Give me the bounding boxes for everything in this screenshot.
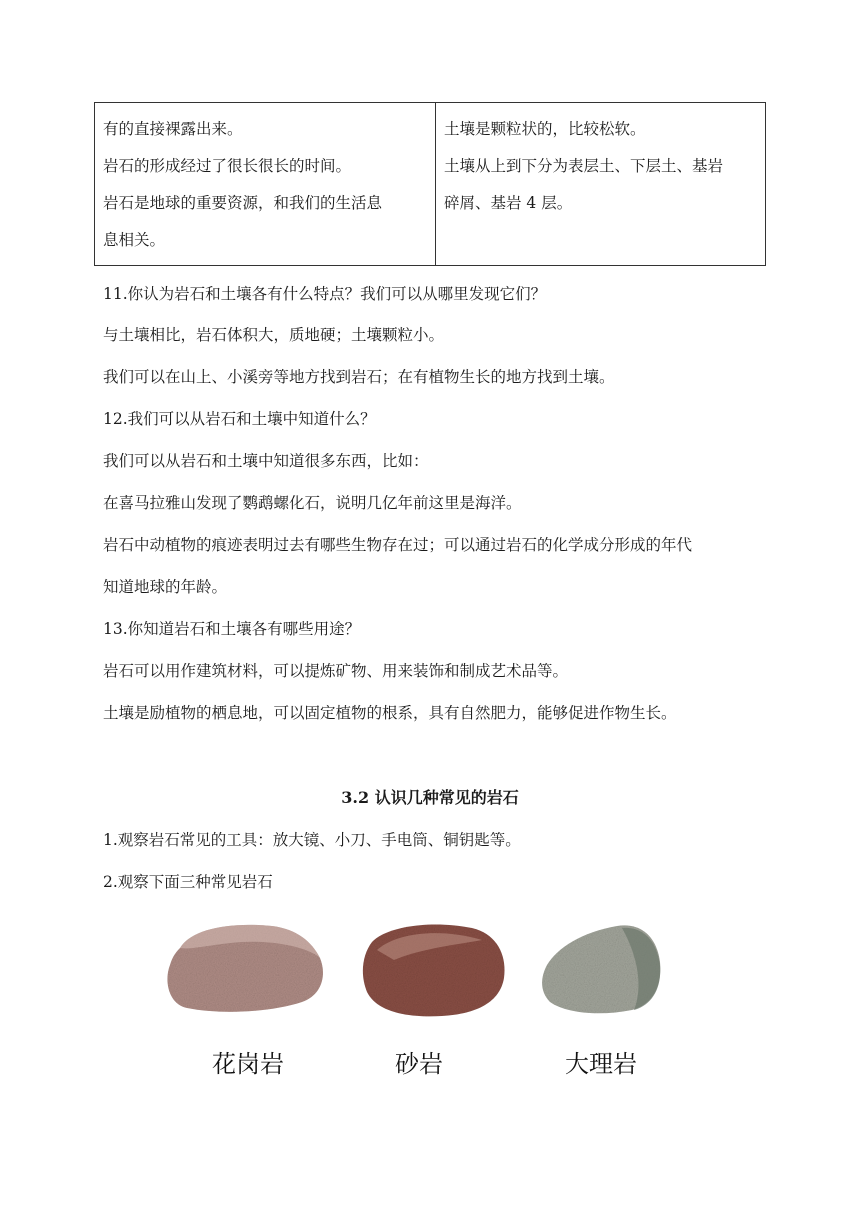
rocks-illustration — [162, 920, 662, 1020]
step-1: 1.观察岩石常见的工具：放大镜、小刀、手电筒、铜钥匙等。 — [103, 831, 521, 849]
table-text-line: 息相关。 — [103, 231, 166, 249]
answer-line: 我们可以在山上、小溪旁等地方找到岩石；在有植物生长的地方找到土壤。 — [103, 368, 615, 386]
rock-features-cell — [95, 103, 436, 266]
marble-label: 大理岩 — [565, 1050, 637, 1078]
table-text-line: 土壤是颗粒状的，比较松软。 — [444, 120, 646, 138]
table-text-line: 岩石的形成经过了很长很长的时间。 — [103, 157, 352, 175]
sandstone-label: 砂岩 — [395, 1050, 443, 1078]
answer-line: 土壤是励植物的栖息地，可以固定植物的根系，具有自然肥力，能够促进作物生长。 — [103, 704, 677, 722]
granite-rock-icon — [167, 925, 323, 1012]
answer-line: 岩石可以用作建筑材料，可以提炼矿物、用来装饰和制成艺术品等。 — [103, 662, 569, 680]
section-title: 3.2 认识几种常见的岩石 — [341, 788, 519, 807]
answer-line: 岩石中动植物的痕迹表明过去有哪些生物存在过；可以通过岩石的化学成分形成的年代 — [103, 536, 693, 554]
step-2: 2.观察下面三种常见岩石 — [103, 873, 273, 891]
table-row — [95, 103, 766, 266]
answer-line: 知道地球的年龄。 — [103, 578, 228, 596]
question-12: 12.我们可以从岩石和土壤中知道什么？ — [103, 410, 376, 428]
question-13: 13.你知道岩石和土壤各有哪些用途？ — [103, 620, 361, 638]
sandstone-rock-icon — [363, 924, 505, 1016]
marble-rock-icon — [542, 925, 660, 1013]
rock-figure — [162, 920, 662, 1080]
answer-line: 我们可以从岩石和土壤中知道很多东西，比如： — [103, 452, 429, 470]
comparison-table — [94, 102, 766, 266]
table-text-line: 岩石是地球的重要资源，和我们的生活息 — [103, 194, 383, 212]
granite-label: 花岗岩 — [212, 1050, 284, 1078]
answer-line: 与土壤相比，岩石体积大，质地硬；土壤颗粒小。 — [103, 326, 445, 344]
soil-features-cell — [436, 103, 766, 266]
table-text-line: 有的直接裸露出来。 — [103, 120, 243, 138]
question-11: 11.你认为岩石和土壤各有什么特点？我们可以从哪里发现它们？ — [103, 285, 547, 303]
answer-line: 在喜马拉雅山发现了鹦鹉螺化石，说明几亿年前这里是海洋。 — [103, 494, 522, 512]
table-text-line: 土壤从上到下分为表层土、下层土、基岩 — [444, 157, 724, 175]
table-text-line: 碎屑、基岩 4 层。 — [444, 194, 573, 212]
